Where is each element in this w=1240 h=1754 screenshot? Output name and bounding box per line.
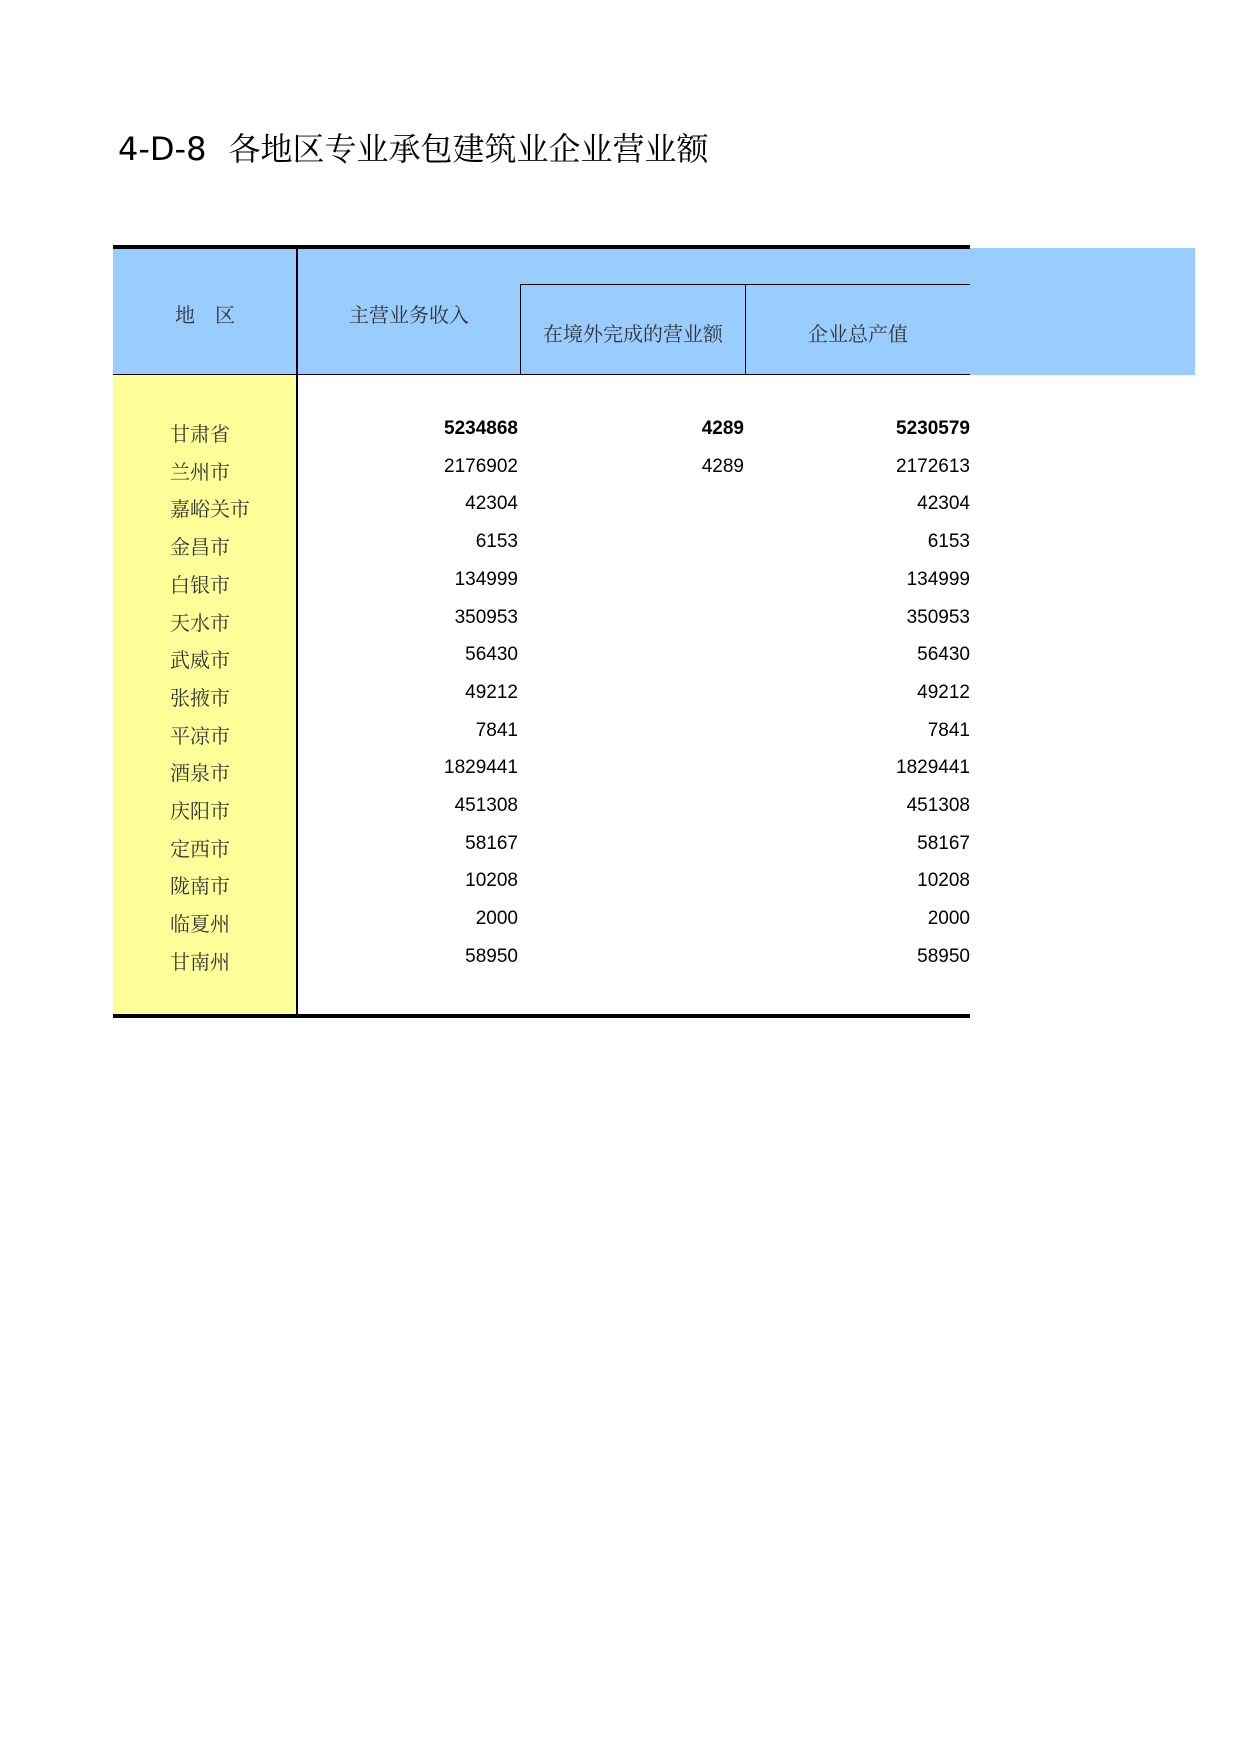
table-bottom-border — [113, 1014, 970, 1018]
overseas-cell: 4289 — [701, 456, 744, 477]
region-cell: 临夏州 — [170, 912, 230, 936]
table-code: 4-D-8 — [118, 130, 207, 168]
revenue-cell: 134999 — [454, 569, 518, 590]
header-output: 企业总产值 — [808, 322, 908, 346]
revenue-cell: 56430 — [465, 644, 518, 665]
output-cell: 58950 — [917, 946, 970, 967]
output-cell: 350953 — [906, 607, 970, 628]
output-cell: 58167 — [917, 833, 970, 854]
output-cell: 2172613 — [896, 456, 970, 477]
revenue-cell: 49212 — [465, 682, 518, 703]
revenue-cell: 5234868 — [444, 418, 518, 439]
region-cell: 天水市 — [170, 611, 230, 635]
region-cell: 兰州市 — [170, 460, 230, 484]
revenue-cell: 350953 — [454, 607, 518, 628]
output-cell: 134999 — [906, 569, 970, 590]
region-cell: 白银市 — [170, 573, 230, 597]
revenue-cell: 1829441 — [444, 757, 518, 778]
output-cell: 2000 — [927, 908, 970, 929]
header-bottom-border — [113, 374, 970, 375]
output-cell: 451308 — [906, 795, 970, 816]
region-cell: 酒泉市 — [170, 761, 230, 785]
revenue-cell: 7841 — [475, 720, 518, 741]
header-revenue: 主营业务收入 — [349, 303, 469, 327]
revenue-cell: 451308 — [454, 795, 518, 816]
region-cell: 甘肃省 — [170, 422, 230, 446]
header-region: 地 区 — [175, 303, 235, 327]
output-cell: 10208 — [917, 870, 970, 891]
region-cell: 甘南州 — [170, 950, 230, 974]
overseas-cell: 4289 — [701, 418, 744, 439]
region-cell: 嘉峪关市 — [170, 497, 250, 521]
output-cell: 6153 — [927, 531, 970, 552]
output-cell: 1829441 — [896, 757, 970, 778]
output-cell: 49212 — [917, 682, 970, 703]
output-cell: 56430 — [917, 644, 970, 665]
table-top-border — [113, 245, 970, 249]
region-cell: 武威市 — [170, 648, 230, 672]
revenue-cell: 42304 — [465, 493, 518, 514]
region-cell: 平凉市 — [170, 724, 230, 748]
revenue-cell: 2176902 — [444, 456, 518, 477]
revenue-cell: 58950 — [465, 946, 518, 967]
region-cell: 定西市 — [170, 837, 230, 861]
region-column-divider — [296, 248, 298, 1017]
revenue-cell: 2000 — [475, 908, 518, 929]
revenue-cell: 6153 — [475, 531, 518, 552]
region-cell: 金昌市 — [170, 535, 230, 559]
region-cell: 庆阳市 — [170, 799, 230, 823]
region-cell: 陇南市 — [170, 874, 230, 898]
output-cell: 5230579 — [896, 418, 970, 439]
revenue-cell: 58167 — [465, 833, 518, 854]
revenue-cell: 10208 — [465, 870, 518, 891]
table-title: 各地区专业承包建筑业企业营业额 — [228, 130, 709, 168]
region-cell: 张掖市 — [170, 686, 230, 710]
output-cell: 7841 — [927, 720, 970, 741]
output-cell: 42304 — [917, 493, 970, 514]
header-overseas: 在境外完成的营业额 — [543, 322, 723, 346]
